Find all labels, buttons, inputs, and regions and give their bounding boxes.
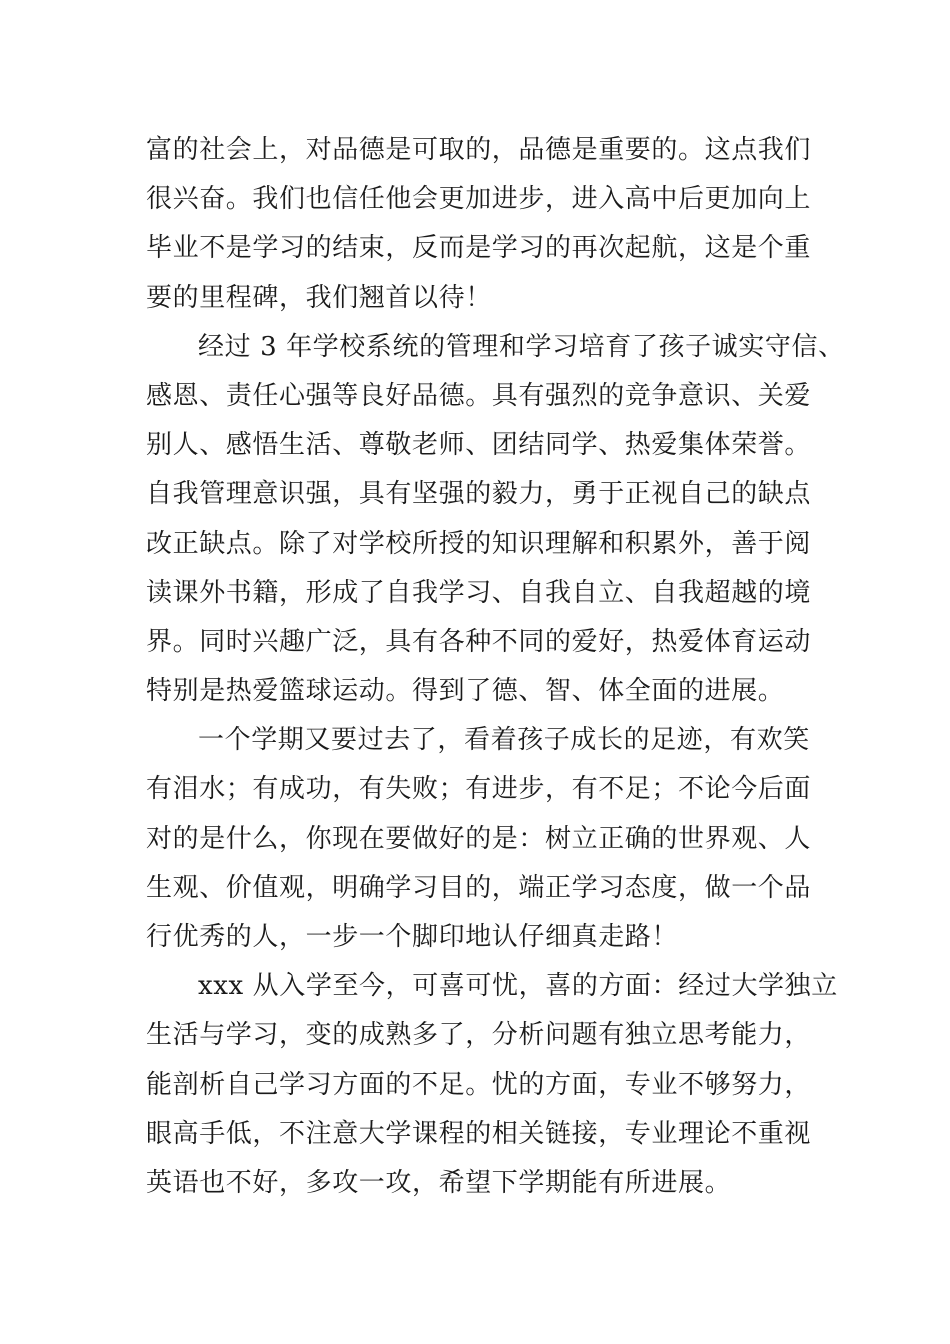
text-line: 感恩、责任心强等良好品德。具有强烈的竞争意识、关爱 xyxy=(146,380,812,411)
text-line: 读课外书籍，形成了自我学习、自我自立、自我超越的境 xyxy=(146,577,812,608)
text-line: 别人、感悟生活、尊敬老师、团结同学、热爱集体荣誉。 xyxy=(146,430,812,461)
paragraph-first-line: xxx 从入学至今，可喜可忧，喜的方面：经过大学独立 xyxy=(198,971,838,1002)
document-body xyxy=(146,126,845,1208)
text-line: 对的是什么，你现在要做好的是：树立正确的世界观、人 xyxy=(146,823,812,854)
text-line: 毕业不是学习的结束，反而是学习的再次起航，这是个重 xyxy=(146,233,812,264)
text-line: 富的社会上，对品德是可取的，品德是重要的。这点我们 xyxy=(146,135,812,165)
text-line: 生观、价值观，明确学习目的，端正学习态度，做一个品 xyxy=(146,872,812,903)
text-line: 特别是热爱篮球运动。得到了德、智、体全面的进展。 xyxy=(146,676,785,707)
text-line: 行优秀的人，一步一个脚印地认仔细真走路！ xyxy=(146,922,679,952)
text-line: 生活与学习，变的成熟多了，分析问题有独立思考能力， xyxy=(146,1020,812,1051)
paragraph-first-line: 经过 3 年学校系统的管理和学习培育了孩子诚实守信、 xyxy=(198,331,845,362)
text-line: 能剖析自己学习方面的不足。忧的方面，专业不够努力， xyxy=(146,1069,812,1100)
text-line: 眼高手低，不注意大学课程的相关链接，专业理论不重视 xyxy=(146,1118,812,1149)
text-line: 自我管理意识强，具有坚强的毅力，勇于正视自己的缺点 xyxy=(146,479,812,510)
text-line: 很兴奋。我们也信任他会更加进步，进入高中后更加向上 xyxy=(146,184,812,215)
text-line: 改正缺点。除了对学校所授的知识理解和积累外，善于阅 xyxy=(146,528,812,559)
text-line: 有泪水；有成功，有失败；有进步，有不足；不论今后面 xyxy=(146,774,812,805)
paragraph-first-line: 一个学期又要过去了，看着孩子成长的足迹，有欢笑 xyxy=(198,725,810,756)
text-line: 要的里程碑，我们翘首以待！ xyxy=(146,282,492,313)
text-line: 界。同时兴趣广泛，具有各种不同的爱好，热爱体育运动 xyxy=(146,626,812,657)
text-line: 英语也不好，多攻一攻，希望下学期能有所进展。 xyxy=(146,1167,732,1198)
